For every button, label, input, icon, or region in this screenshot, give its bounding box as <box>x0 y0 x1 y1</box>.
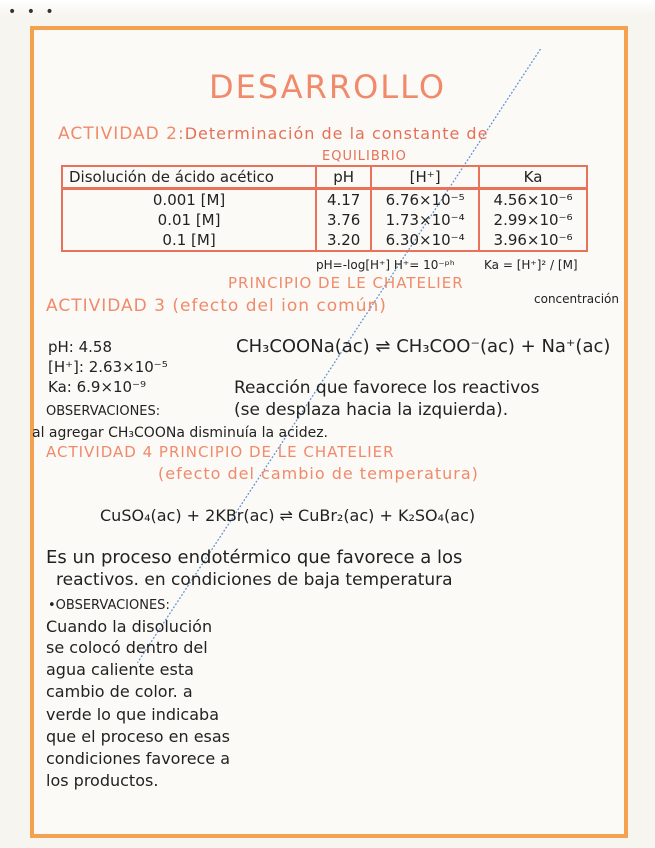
cell-ph: 4.17 <box>316 189 371 211</box>
header-h: [H⁺] <box>371 166 479 189</box>
obs-line: condiciones favorece a <box>46 749 231 768</box>
activity3-reaction-1: Reacción que favorece los reactivos <box>234 378 540 398</box>
table-header-row <box>62 166 587 189</box>
activity4-equation: CuSO₄(ac) + 2KBr(ac) ⇌ CuBr₂(ac) + K₂SO₄(ac) <box>100 506 476 525</box>
activity3-obs-label: OBSERVACIONES: <box>46 404 161 419</box>
cell-ph: 3.20 <box>316 230 371 251</box>
obs-line: agua caliente esta <box>46 660 194 679</box>
header-ph: pH <box>316 166 371 189</box>
obs-line: verde lo que indicaba <box>46 705 219 724</box>
obs-line: se colocó dentro del <box>46 638 208 657</box>
activity3-ka: Ka: 6.9×10⁻⁹ <box>48 378 147 396</box>
obs-line: los productos. <box>46 771 159 790</box>
formula-ka: Ka = [H⁺]² / [M] <box>484 258 578 272</box>
activity3-obs-text: al agregar CH₃COONa disminuía la acidez. <box>32 425 328 441</box>
cell-conc: 0.001 [M] <box>62 189 316 211</box>
activity3-principio: PRINCIPIO DE LE CHATELIER <box>228 274 464 292</box>
activity4-heading: ACTIVIDAD 4 PRINCIPIO DE LE CHATELIER <box>46 443 395 461</box>
cell-ka: 4.56×10⁻⁶ <box>479 189 587 211</box>
cell-h: 6.30×10⁻⁴ <box>371 230 479 251</box>
concentration-note: concentración <box>534 292 620 306</box>
activity4-subheading: (efecto del cambio de temperatura) <box>158 464 479 483</box>
acetic-acid-table <box>61 165 588 252</box>
cell-h: 6.76×10⁻⁵ <box>371 189 479 211</box>
table-row <box>62 210 587 230</box>
cell-conc: 0.1 [M] <box>62 230 316 251</box>
obs-line: que el proceso en esas <box>46 727 231 746</box>
activity3-reaction-2: (se desplaza hacia la izquierda). <box>234 400 509 420</box>
activity3-ph: pH: 4.58 <box>48 338 113 356</box>
header-ka: Ka <box>479 166 587 189</box>
header-disolucion: Disolución de ácido acético <box>62 166 316 189</box>
activity4-statement-1: Es un proceso endotérmico que favorece a los <box>46 547 463 568</box>
activity4-statement-2: reactivos. en condiciones de baja temperatura <box>56 570 453 590</box>
cell-conc: 0.01 [M] <box>62 210 316 230</box>
table-row <box>62 189 587 211</box>
cell-ka: 3.96×10⁻⁶ <box>479 230 587 251</box>
activity3-h: [H⁺]: 2.63×10⁻⁵ <box>48 358 168 376</box>
activity2-subtitle-cont: EQUILIBRIO <box>322 149 407 164</box>
table-row <box>62 230 587 251</box>
cell-h: 1.73×10⁻⁴ <box>371 210 479 230</box>
notebook-dots: • • • <box>8 4 57 20</box>
formula-ph: pH=-log[H⁺] H⁺= 10⁻ᵖʰ <box>316 258 455 272</box>
cell-ph: 3.76 <box>316 210 371 230</box>
obs-line: Cuando la disolución <box>46 617 213 636</box>
activity4-obs-label: •OBSERVACIONES: <box>48 598 170 613</box>
cell-ka: 2.99×10⁻⁶ <box>479 210 587 230</box>
page-title: DESARROLLO <box>208 68 446 106</box>
obs-line: cambio de color. a <box>46 682 193 701</box>
activity2-heading: ACTIVIDAD 2:Determinación de la constante de <box>58 124 489 144</box>
activity3-equation: CH₃COONa(ac) ⇌ CH₃COO⁻(ac) + Na⁺(ac) <box>236 336 611 357</box>
activity3-heading: ACTIVIDAD 3 (efecto del ion común) <box>46 296 387 316</box>
